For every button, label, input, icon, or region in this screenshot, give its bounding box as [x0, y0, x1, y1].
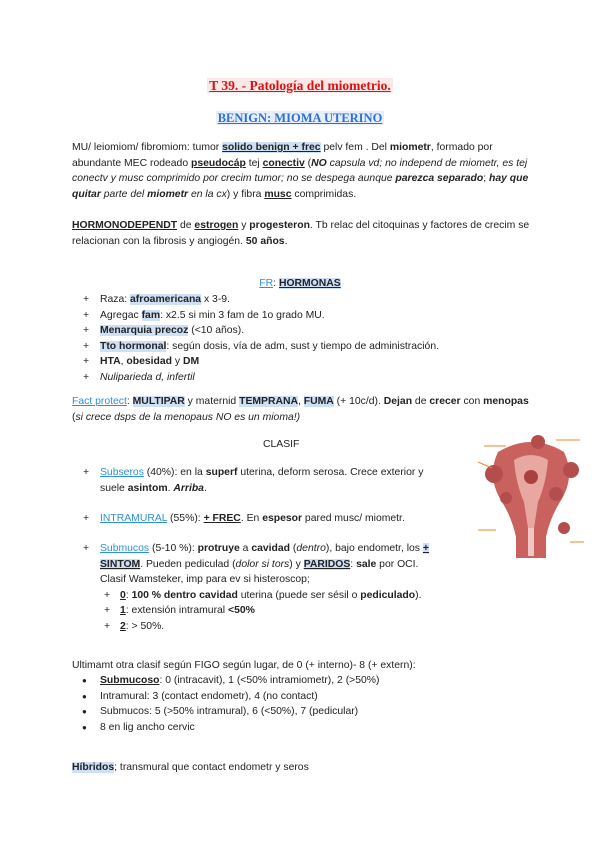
intro-paragraph: MU/ leiomiom/ fibromiom: tumor solido benign + frec pelv fem . Del miometr, formado por abundante MEC rodeado pseudocáp tej conectiv (NO capsula vd; no independ de miometr, es tej conectv y musc comprimido por crecim tumor; no se despega aunque parezca separado; hay que quitar parte del miometr en la cx) y fibra musc comprimidas.: [72, 142, 529, 200]
protective-factors-paragraph: Fact protect: MULTIPAR y maternid TEMPRANA, FUMA (+ 10c/d). Dejan de crecer con menopas (si crece dsps de la menopaus NO es un mioma!): [72, 396, 529, 423]
list-item: + Nuliparieda d, infertil: [72, 370, 542, 386]
list-item: + Raza: afroamericana x 3-9.: [72, 292, 542, 308]
page-title: T 39. - Patología del miometrio.: [209, 78, 391, 93]
list-item: ● 8 en lig ancho cervic: [72, 720, 542, 736]
figo-intro: Ultimamt otra clasif según FIGO según lugar, de 0 (+ interno)- 8 (+ extern):: [72, 660, 416, 671]
list-item: + Menarquia precoz (<10 años).: [72, 323, 542, 339]
uterus-illustration-svg: [476, 432, 586, 562]
fr-list: [72, 292, 542, 386]
section-subtitle: BENIGN: MIOMA UTERINO: [217, 111, 383, 125]
list-item: + 1: extensión intramural <50%: [100, 603, 442, 619]
list-item: + HTA, obesidad y DM: [72, 354, 542, 370]
intramural-item: + INTRAMURAL (55%): + FREC. En espesor pared musc/ miometr.: [72, 511, 452, 527]
hormonodependent-paragraph: HORMONODEPENDT de estrogen y progesteron. Tb relac del citoquinas y factores de crecim se relacionan con la fibrosis y angiogén. 50 años.: [72, 220, 530, 247]
clasif-heading: CLASIF: [263, 439, 300, 450]
list-item: + 0: 100 % dentro cavidad uterina (puede ser sésil o pediculado).: [100, 588, 442, 604]
fr-heading: FR: HORMONAS: [259, 278, 341, 289]
figo-list: [72, 673, 542, 735]
hibridos-paragraph: Híbridos; transmural que contact endometr y seros: [72, 762, 309, 773]
wamsteker-line: Clasif Wamsteker, imp para ev si histeroscop;: [100, 574, 310, 586]
list-item: ● Submucoso: 0 (intracavit), 1 (<50% intramiometr), 2 (>50%): [72, 673, 542, 689]
subseros-item: + Subseros (40%): en la superf uterina, deform serosa. Crece exterior y suele asintom. Arriba.: [72, 465, 432, 496]
list-item: + Agregac fam: x2.5 si min 3 fam de 1o grado MU.: [72, 308, 542, 324]
list-item: + 2: > 50%.: [100, 619, 442, 635]
uterus-myoma-illustration: [476, 432, 586, 562]
list-item: ● Submucos: 5 (>50% intramural), 6 (<50%), 7 (pedicular): [72, 704, 542, 720]
list-item: + Tto hormonal: según dosis, vía de adm, sust y tiempo de administración.: [72, 339, 542, 355]
submucos-item: + Submucos (5-10 %): protruye a cavidad (dentro), bajo endometr, los + SINTOM. Pueden pediculad (dolor si tors) y PARIDOS: sale por OCI. Clasif Wamsteker, imp para ev si histeroscop; + 0: 100 % dentro cavidad uterina (puede ser sésil o pediculado). + 1: extensión intramural <50% + 2: > 50%.: [72, 541, 442, 635]
list-item: ● Intramural: 3 (contact endometr), 4 (no contact): [72, 689, 542, 705]
